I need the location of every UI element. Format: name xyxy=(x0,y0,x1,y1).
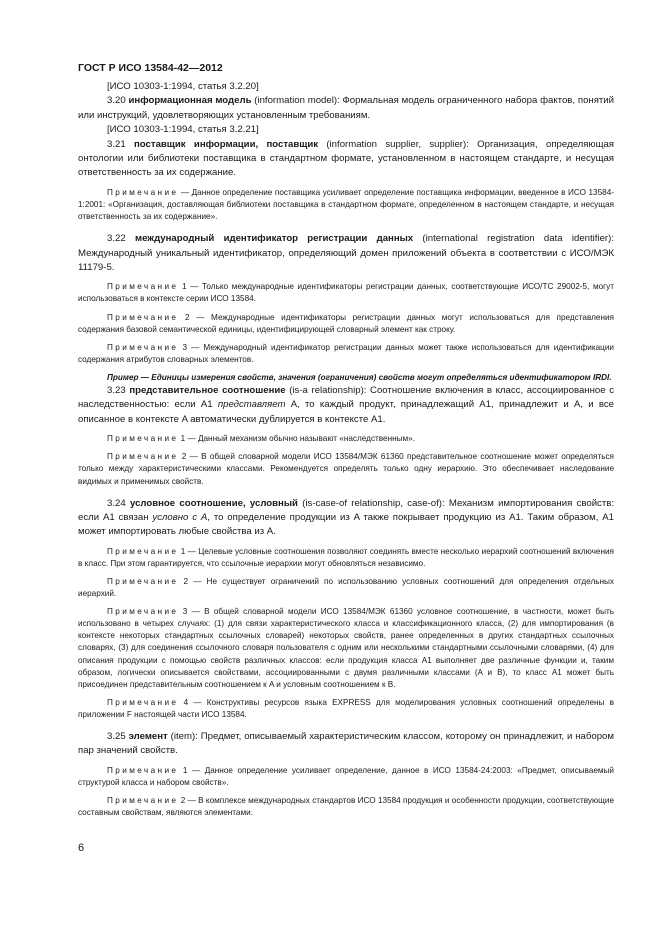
term-name: поставщик информации, поставщик xyxy=(134,138,319,150)
note-paragraph: Примечание 2 — Международные идентификаторы регистрации данных могут использоваться для представления содержания базовой семантической единицы, идентифицирующей словарный элемент как строку. xyxy=(78,312,614,334)
note-label: Примечание xyxy=(107,546,179,556)
note-label: Примечание xyxy=(107,697,179,707)
example-paragraph: Пример — Единицы измерения свойств, значения (ограничения) свойств могут определяться идентификатором IRDI. xyxy=(107,372,612,382)
note-paragraph: Примечание 1 — Целевые условные соотношения позволяют соединять вместе несколько иерархий соотношений включения в класс. При этом гарантируется, что ссылочные иерархии могут обновляться независимо. xyxy=(78,546,614,568)
note-paragraph: Примечание 2 — Не существует ограничений по использованию условных соотношений для определения отдельных иерархий. xyxy=(78,577,614,599)
note-label: Примечание xyxy=(107,452,179,462)
term-name: элемент xyxy=(128,731,168,743)
document-header: ГОСТ Р ИСО 13584-42—2012 xyxy=(78,62,223,74)
term-name: условное соотношение, условный xyxy=(129,497,298,509)
term-definition-3-20: 3.20 информационная модель (information model): Формальная модель ограниченного набора фактов, понятий или инструкций, удовлетворяющих установленным требованиям. xyxy=(78,95,615,121)
term-name: международный идентификатор регистрации данных xyxy=(134,233,414,245)
note-paragraph: Примечание 4 — Конструктивы ресурсов языка EXPRESS для моделирования условных соотношений определены в приложении F настоящей части ИСО 13584. xyxy=(78,697,614,719)
term-definition-3-23: 3.23 представительное соотношение (is-a relationship): Соотношение включения в класс, ассоциированное с наследственностью: если A1 представляет A, то каждый продукт, принадлежащий A1, принадлежит и A, и все описанное в контексте A автоматически дублируется в контексте A1. xyxy=(78,385,614,425)
note-paragraph: Примечание 1 — Только международные идентификаторы регистрации данных, соответствующие ИСО/ТС 29002-5, могут использоваться в контексте серии ИСО 13584. xyxy=(78,282,614,304)
note-paragraph: Примечание 2 — В общей словарной модели ИСО 13584/МЭК 61360 представительное соотношение может определяться только между характеристическими классами. Рекомендуется определять только одну иерархию. Это обеспечивает наследование видимых и применимых свойств. xyxy=(78,452,614,486)
note-label: Примечание xyxy=(107,312,179,322)
note-label: Примечание xyxy=(107,342,179,352)
note-label: Примечание xyxy=(107,796,179,806)
term-definition-3-25: 3.25 элемент (item): Предмет, описываемый характеристическим классом, которому он принадлежит, и набором пар значений свойств. xyxy=(78,731,614,757)
reference-paragraph: [ИСО 10303-1:1994, статья 3.2.20] xyxy=(107,81,259,92)
term-definition-3-22: 3.22 международный идентификатор регистрации данных (international registration data identifier): Международный уникальный идентификатор, определяющий домен приложений объекта в соответствии с ИСО/МЭК 11179-5. xyxy=(78,233,614,273)
note-paragraph: Примечание 2 — В комплексе международных стандартов ИСО 13584 продукция и особенности продукции, соответствующие составным свойствам, являются элементами. xyxy=(78,796,614,818)
note-paragraph: Примечание 3 — В общей словарной модели ИСО 13584/МЭК 61360 условное соотношение, в частности, может быть использовано в четырех случаях: (1) для связи характеристического класса и классификационного класса, (2) для импортирования (в контексте некоторых стандартных ссылочных словарей) некоторых свойств, ранее определенных в других стандартных ссылочных словарях, (3) для соединения ссылочного словаря пользователя с одним или несколькими стандартными ссылочными словарями, (4) для описания продукции с помощью свойств различных классов: если продукция класса A1 выполняет две различные функции и, таким образом, логически описывается свойствами, ассоциированными с двумя различными классами (A и B), то класс A1 может быть присоединен представительным соотношением к A и условным соотношением к B. xyxy=(78,607,614,689)
note-label: Примечание xyxy=(107,434,179,444)
note-label: Примечание xyxy=(107,282,179,292)
note-label: Примечание xyxy=(107,577,179,586)
note-paragraph: Примечание 1 — Данное определение усиливает определение, данное в ИСО 13584-24:2003: «Предмет, описываемый структурой класса и набором свойств». xyxy=(78,765,614,787)
term-definition-3-24: 3.24 условное соотношение, условный (is-case-of relationship, case-of): Механизм импортирования свойств: если A1 связан условно с A, то определение продукции из A также покрывает продукцию из A1. Таким образом, A1 может импортировать любые свойства из A. xyxy=(78,497,615,538)
note-paragraph: Примечание 1 — Данный механизм обычно называют «наследственным». xyxy=(107,434,415,444)
note-label: Примечание xyxy=(107,187,179,197)
note-label: Примечание xyxy=(107,765,179,775)
page-number: 6 xyxy=(78,842,85,854)
note-paragraph: Примечание — Данное определение поставщика усиливает определение поставщика информации, введенное в ИСО 13584-1:2001: «Организация, доставляющая библиотеки поставщика в стандартном формате, определенном в настоящем стандарте, и несущая ответственность за их содержание». xyxy=(78,187,614,222)
term-definition-3-21: 3.21 поставщик информации, поставщик (information supplier, supplier): Организация, определяющая онтологии или библиотеки поставщика в стандартном формате, установленном в настоящем стандарте, и несущая ответственность за их содержание. xyxy=(78,138,615,179)
term-name: информационная модель xyxy=(128,95,252,107)
note-paragraph: Примечание 3 — Международный идентификатор регистрации данных может также использоваться для идентификации содержания атрибутов словарных элементов. xyxy=(78,342,614,364)
reference-paragraph: [ИСО 10303-1:1994, статья 3.2.21] xyxy=(107,124,259,136)
note-label: Примечание xyxy=(107,607,179,617)
page-body xyxy=(78,80,614,819)
term-name: представительное соотношение xyxy=(129,385,286,396)
